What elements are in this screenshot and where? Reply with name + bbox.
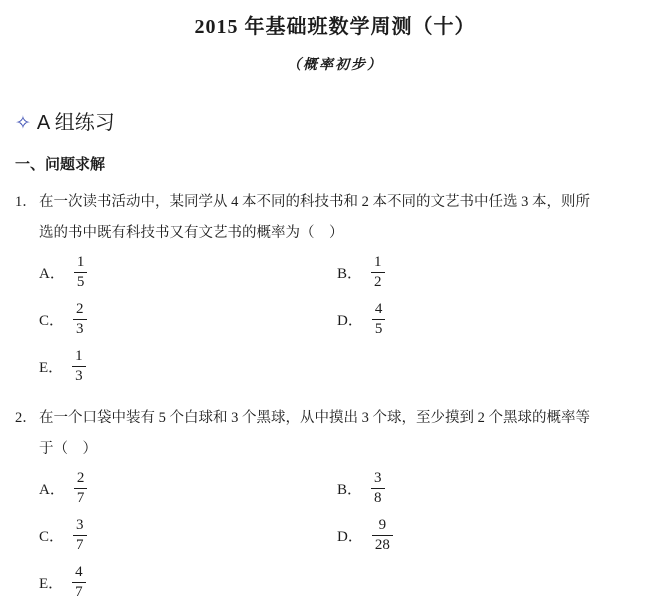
document-subtitle: （概率初步） — [287, 58, 383, 73]
fraction — [72, 348, 86, 386]
question-1-number: 1． — [15, 194, 37, 210]
fraction — [74, 470, 88, 508]
question-1-option-d — [337, 296, 655, 343]
fraction-denominator: 7 — [73, 535, 87, 554]
fraction-numerator: 4 — [75, 563, 83, 580]
fraction-numerator: 3 — [76, 516, 84, 533]
section-heading — [15, 108, 670, 139]
question-2-option-c — [39, 512, 337, 559]
question-1-option-a — [39, 249, 337, 296]
question-1 — [15, 187, 655, 390]
option-label: B． — [337, 482, 363, 498]
question-2-option-a — [39, 465, 337, 512]
fraction-denominator: 5 — [74, 272, 88, 291]
fraction-numerator: 2 — [76, 300, 84, 317]
fraction — [72, 564, 86, 602]
fraction-denominator: 7 — [74, 488, 88, 507]
question-1-option-c — [39, 296, 337, 343]
fraction-numerator: 1 — [75, 347, 83, 364]
option-label: E． — [39, 360, 64, 376]
fraction-numerator: 4 — [374, 300, 383, 317]
question-2-line-2: 于（ ） — [39, 441, 97, 457]
fraction — [372, 517, 393, 555]
option-label: A． — [39, 266, 65, 282]
fraction-numerator: 2 — [76, 469, 85, 486]
option-label: D． — [337, 313, 363, 329]
fraction-denominator: 5 — [372, 319, 386, 338]
option-label: B． — [337, 266, 363, 282]
fraction-denominator: 8 — [371, 488, 385, 507]
fraction-numerator: 1 — [374, 253, 382, 270]
question-1-option-b — [337, 249, 655, 296]
document-page — [0, 14, 670, 605]
fraction-denominator: 7 — [72, 582, 86, 601]
question-1-line-2: 选的书中既有科技书又有文艺书的概率为（ ） — [39, 225, 344, 241]
option-label: E． — [39, 576, 64, 592]
fraction — [372, 301, 386, 339]
fraction-denominator: 3 — [73, 319, 87, 338]
question-2-number: 2． — [15, 410, 37, 426]
question-1-options — [39, 249, 655, 390]
fraction-numerator: 3 — [374, 469, 382, 486]
question-2-option-e — [39, 559, 337, 606]
fraction-denominator: 2 — [371, 272, 385, 291]
four-pointed-star-icon: ✧ — [15, 113, 31, 134]
document-title: 2015 年基础班数学周测（十） — [194, 16, 476, 38]
fraction-denominator: 3 — [72, 366, 86, 385]
question-2-option-d — [337, 512, 655, 559]
option-label: D． — [337, 529, 363, 545]
question-2-text: 在一个口袋中装有 5 个白球和 3 个黑球，从中摸出 3 个球，至少摸到 2 个黑球的概率等 — [39, 410, 590, 426]
fraction — [371, 254, 385, 292]
question-2-options — [39, 465, 655, 606]
part-heading: 一、问题求解 — [15, 157, 106, 173]
fraction — [73, 301, 87, 339]
fraction-numerator: 9 — [378, 516, 387, 533]
question-1-option-e — [39, 343, 337, 390]
question-1-text: 在一次读书活动中，某同学从 4 本不同的科技书和 2 本不同的文艺书中任选 3 本，则所 — [39, 194, 590, 210]
section-heading-label: A 组练习 — [36, 112, 115, 134]
option-label: C． — [39, 529, 65, 545]
option-label: A． — [39, 482, 65, 498]
question-1-line-1 — [15, 187, 655, 218]
question-2-line-1 — [15, 403, 655, 434]
fraction — [371, 470, 385, 508]
fraction — [73, 517, 87, 555]
question-2 — [15, 403, 655, 606]
question-2-option-b — [337, 465, 655, 512]
fraction-denominator: 28 — [372, 535, 393, 554]
fraction — [74, 254, 88, 292]
fraction-numerator: 1 — [76, 253, 85, 270]
option-label: C． — [39, 313, 65, 329]
